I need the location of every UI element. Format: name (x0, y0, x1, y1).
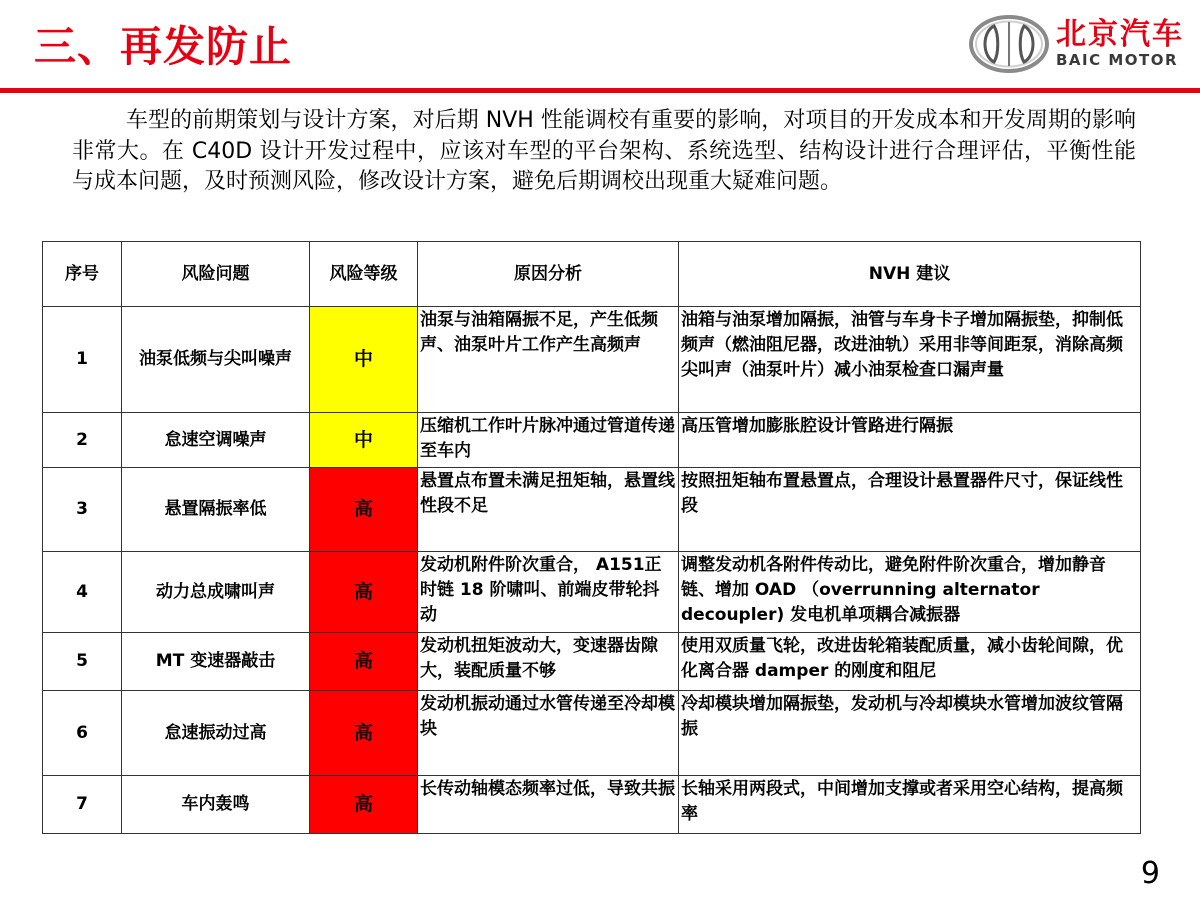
risk-issue: MT 变速器敲击 (122, 633, 310, 691)
nvh-advice: 调整发动机各附件传动比，避免附件阶次重合，增加静音链、增加 OAD （overrunning alternator decoupler) 发电机单项耦合减振器 (679, 552, 1141, 633)
risk-issue: 怠速振动过高 (122, 691, 310, 776)
header-divider (0, 88, 1200, 93)
cause-analysis: 长传动轴模态频率过低，导致共振 (418, 776, 679, 834)
header-issue: 风险问题 (122, 242, 310, 307)
risk-level-high: 高 (310, 691, 418, 776)
brand-logo (968, 14, 1184, 74)
baic-emblem-icon (968, 14, 1050, 74)
table-row (43, 691, 1141, 776)
risk-level-high: 高 (310, 633, 418, 691)
cause-analysis: 发动机扭矩波动大，变速器齿隙大，装配质量不够 (418, 633, 679, 691)
nvh-advice: 按照扭矩轴布置悬置点，合理设计悬置器件尺寸，保证线性段 (679, 468, 1141, 552)
header-no: 序号 (43, 242, 122, 307)
row-number: 6 (43, 691, 122, 776)
row-number: 1 (43, 307, 122, 413)
nvh-advice: 长轴采用两段式，中间增加支撑或者采用空心结构，提高频率 (679, 776, 1141, 834)
risk-issue: 车内轰鸣 (122, 776, 310, 834)
table-header-row (43, 242, 1141, 307)
risk-issue: 悬置隔振率低 (122, 468, 310, 552)
risk-issue: 动力总成啸叫声 (122, 552, 310, 633)
row-number: 2 (43, 413, 122, 468)
cause-analysis: 悬置点布置未满足扭矩轴，悬置线性段不足 (418, 468, 679, 552)
header-advice: NVH 建议 (679, 242, 1141, 307)
risk-level-high: 高 (310, 468, 418, 552)
table-row (43, 468, 1141, 552)
risk-level-medium: 中 (310, 413, 418, 468)
risk-issue: 怠速空调噪声 (122, 413, 310, 468)
row-number: 3 (43, 468, 122, 552)
header-level: 风险等级 (310, 242, 418, 307)
row-number: 5 (43, 633, 122, 691)
page-title: 三、再发防止 (34, 22, 293, 71)
table-row (43, 413, 1141, 468)
risk-level-high: 高 (310, 776, 418, 834)
risk-level-high: 高 (310, 552, 418, 633)
brand-name-en: BAIC MOTOR (1056, 51, 1179, 69)
table-row (43, 307, 1141, 413)
cause-analysis: 发动机附件阶次重合， A151正时链 18 阶啸叫、前端皮带轮抖动 (418, 552, 679, 633)
row-number: 4 (43, 552, 122, 633)
table-row (43, 552, 1141, 633)
cause-analysis: 发动机振动通过水管传递至冷却模块 (418, 691, 679, 776)
nvh-advice: 冷却模块增加隔振垫，发动机与冷却模块水管增加波纹管隔振 (679, 691, 1141, 776)
risk-issue: 油泵低频与尖叫噪声 (122, 307, 310, 413)
brand-name-cn: 北京汽车 (1056, 17, 1184, 52)
nvh-advice: 油箱与油泵增加隔振，油管与车身卡子增加隔振垫，抑制低频声（燃油阻尼器，改进油轨）采用非等间距泵，消除高频尖叫声（油泵叶片）减小油泵检查口漏声量 (679, 307, 1141, 413)
risk-level-medium: 中 (310, 307, 418, 413)
header-cause: 原因分析 (418, 242, 679, 307)
row-number: 7 (43, 776, 122, 834)
risk-table (42, 241, 1141, 834)
cause-analysis: 压缩机工作叶片脉冲通过管道传递至车内 (418, 413, 679, 468)
cause-analysis: 油泵与油箱隔振不足，产生低频声、油泵叶片工作产生高频声 (418, 307, 679, 413)
nvh-advice: 使用双质量飞轮，改进齿轮箱装配质量，减小齿轮间隙，优化离合器 damper 的刚度和阻尼 (679, 633, 1141, 691)
page-number: 9 (1140, 856, 1160, 891)
table-row (43, 633, 1141, 691)
nvh-advice: 高压管增加膨胀腔设计管路进行隔振 (679, 413, 1141, 468)
table-row (43, 776, 1141, 834)
intro-paragraph: 车型的前期策划与设计方案，对后期 NVH 性能调校有重要的影响，对项目的开发成本和开发周期的影响非常大。在 C40D 设计开发过程中，应该对车型的平台架构、系统选型、结构设计进行合理评估，平衡性能与成本问题，及时预测风险，修改设计方案，避免后期调校出现重大疑难问题。 (72, 108, 1136, 194)
